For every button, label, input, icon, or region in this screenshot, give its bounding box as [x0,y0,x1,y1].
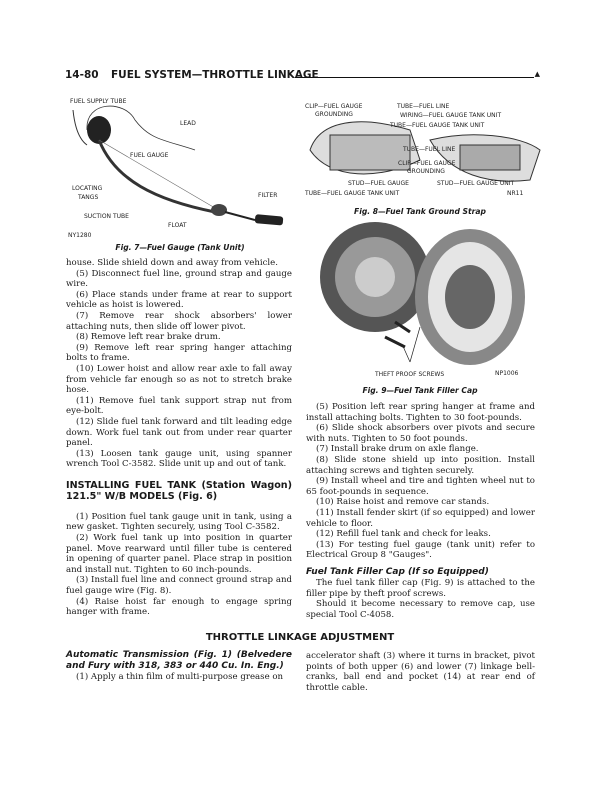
fig7-label: FILTER [258,192,278,199]
paragraph: accelerator shaft (3) where it turns in bracket, pivot points of both upper (6) and lower (7) linkage bell-cranks, ball end and pocket (14) at rear end of throttle cable. [306,651,535,693]
header-rule [295,77,534,78]
paragraph: (10) Lower hoist and allow rear axle to fall away from vehicle far enough so as not to stretch brake hose. [66,363,292,396]
fig7-caption: Fig. 7—Fuel Gauge (Tank Unit) [115,243,245,252]
fig8-label: TUBE—FUEL LINE [403,146,456,153]
section-heading: INSTALLING FUEL TANK (Station Wagon) 121.5" W/B MODELS (Fig. 6) [66,479,292,502]
fig9-caption: Fig. 9—Fuel Tank Filler Cap [362,386,478,395]
fig8-caption: Fig. 8—Fuel Tank Ground Strap [354,207,486,216]
paragraph: house. Slide shield down and away from vehicle. [66,258,278,268]
fig7-label: SUCTION TUBE [84,213,129,220]
paragraph: (5) Position left rear spring hanger at frame and install attaching bolts. Tighten to 30 foot-pounds. [306,402,535,423]
fig8-label: TUBE—FUEL GAUGE TANK UNIT [305,190,400,197]
paragraph: (2) Work fuel tank up into position in quarter panel. Move rearward until filler tube is centered in opening of quarter panel. Place strap in position and install nut. Tighten to 60 inch-pounds. [66,533,292,575]
fig7-label: TANGS [78,194,99,201]
paragraph: (1) Position fuel tank gauge unit in tank, using a new gasket. Tighten securely, using Tool C-3582. [66,511,292,533]
paragraph: (12) Slide fuel tank forward and tilt leading edge down. Work fuel tank out from under rear quarter panel. [66,416,292,449]
fig7-label: FLOAT [168,222,187,229]
fig7-code: NY1280 [68,232,92,239]
fig9-label: THEFT PROOF SCREWS [375,371,445,378]
paragraph: (6) Slide shock absorbers over pivots and secure with nuts. Tighten to 50 foot pounds. [306,423,535,444]
left-column [66,258,292,618]
page-header [65,69,540,83]
paragraph: (5) Disconnect fuel line, ground strap and gauge wire. [66,268,292,290]
paragraph: (7) Remove rear shock absorbers' lower attaching nuts, then slide off lower pivot. [66,310,292,332]
fig8-label: CLIP—FUEL GAUGE [398,160,456,167]
paragraph: (6) Place stands under frame at rear to support vehicle as hoist is lowered. [66,289,292,311]
subsection-heading: Automatic Transmission (Fig. 1) (Belvedere and Fury with 318, 383 or 440 Cu. In. Eng.) [66,650,292,671]
paragraph: (11) Remove fuel tank support strap nut from eye-bolt. [66,395,292,417]
paragraph: (8) Slide stone shield up into position. Install attaching screws and tighten securely. [306,454,535,476]
fig8-label: WIRING—FUEL GAUGE TANK UNIT [400,112,502,119]
fig8-label: STUD—FUEL GAUGE [348,180,409,187]
fig7-label: FUEL GAUGE [130,152,169,159]
throttle-heading: THROTTLE LINKAGE ADJUSTMENT [205,632,395,643]
paragraph: (11) Install fender skirt (if so equipped) and lower vehicle to floor. [306,507,535,529]
paragraph: (3) Install fuel line and connect ground strap and fuel gauge wire (Fig. 8). [66,575,292,597]
fig8-label: CLIP—FUEL GAUGE [305,103,363,110]
fig9-code: NP1006 [495,370,519,377]
fig8-label: TUBE—FUEL GAUGE TANK UNIT [390,122,485,129]
fig8-label: STUD—FUEL GAUGE UNIT [437,180,515,187]
fig7-label: LOCATING [72,185,103,192]
page-number: 14-80 [65,69,99,81]
subsection-heading: Fuel Tank Filler Cap (If so Equipped) [306,566,489,577]
fig8-label: GROUNDING [315,111,353,118]
header-marker: ▲ [534,70,540,78]
fig8-label: TUBE—FUEL LINE [397,103,450,110]
right-column [306,402,535,620]
filler-cap-photo [300,222,540,372]
paragraph: (8) Remove left rear brake drum. [76,332,221,343]
fig8-code: NR11 [507,190,524,197]
paragraph: (12) Refill fuel tank and check for leaks. [316,529,491,540]
fig8-label: GROUNDING [407,168,445,175]
paragraph: (13) For testing fuel gauge (tank unit) refer to Electrical Group 8 "Gauges". [306,539,535,561]
paragraph: Should it become necessary to remove cap, use special Tool C-4058. [306,599,535,620]
paragraph: (1) Apply a thin film of multi-purpose grease on [76,672,284,682]
paragraph: (10) Raise hoist and remove car stands. [316,497,490,508]
paragraph: (9) Install wheel and tire and tighten wheel nut to 65 foot-pounds in sequence. [306,476,535,497]
section-title: FUEL SYSTEM—THROTTLE LINKAGE [111,69,319,81]
fig7-label: FUEL SUPPLY TUBE [70,98,127,105]
throttle-left [66,650,292,683]
paragraph: (7) Install brake drum on axle flange. [316,444,479,455]
paragraph: The fuel tank filler cap (Fig. 9) is attached to the filler pipe by theft proof screws. [306,577,535,599]
throttle-right [306,651,535,693]
paragraph: (9) Remove left rear spring hanger attaching bolts to frame. [66,342,292,364]
fig7-label: LEAD [180,120,196,127]
paragraph: (13) Loosen tank gauge unit, using spanner wrench Tool C-3582. Slide unit up and out of tank. [66,448,292,470]
paragraph: (4) Raise hoist far enough to engage spring hanger with frame. [66,596,292,618]
